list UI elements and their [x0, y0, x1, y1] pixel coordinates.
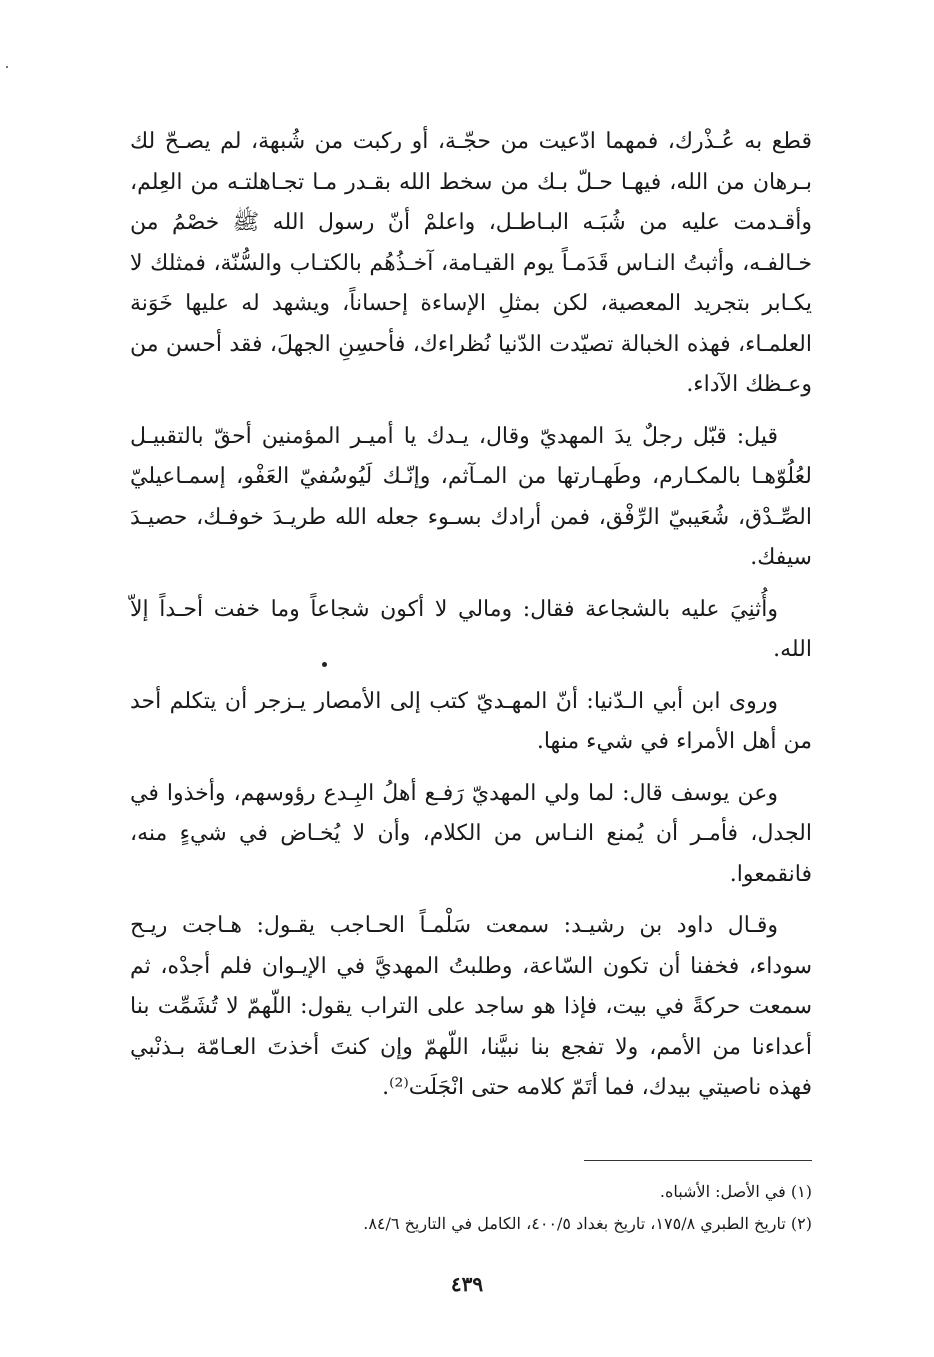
paragraph-5: وعن يوسف قال: لما ولي المهديّ رَفـع أهلُ البِـدع رؤوسهم، وأخذوا في الجدل، فأمـر أن يُمنع النـاس من الكلام، وأن لا يُخـاض في شيءٍ منه، فانقمعوا. [130, 780, 812, 887]
page-number: ٤٣٩ [450, 1272, 484, 1296]
margin-speck [6, 66, 8, 68]
main-text [130, 122, 812, 1109]
footnote-separator [584, 1160, 812, 1161]
paragraph-1: قطع به عُـذْرك، فمهما ادّعيت من حجّـة، أو ركبت من شُبهة، لم يصـحّ لك بـرهان من الله، فيهـا حـلّ بـك من سخط الله بقـدر مـا تجـاهلتـه من العِلم، وأقـدمت عليه من شُبَـه البـاطـل، واعلمْ أنّ رسول الله ﷺ خصْمُ من خـالفـه، وأثبتُ النـاس قَدَمـاً يوم القيـامة، آخـذُهُم بالكتـاب والسُّنّة، فمثلك لا يكـابر بتجريد المعصية، لكن بمثلِ الإساءة إحساناً، ويشهد له عليها خَوَنة العلمـاء، فهذه الخبالة تصيّدت الدّنيا نُظراءك، فأحسِنِ الجهلَ، فقد أحسن من وعـظك الآداء. [130, 129, 812, 397]
paragraph-3: وأُثنِيَ عليه بالشجاعة فقال: ومالي لا أكون شجاعاً وما خفت أحـداً إلاّ الله. [130, 596, 812, 662]
footnotes [150, 1176, 812, 1240]
footnote-2: (٢) تاريخ الطبري ١٧٥/٨، تاريخ بغداد ٤٠٠/٥، الكامل في التاريخ ٨٤/٦. [363, 1214, 812, 1233]
paragraph-6: وقـال داود بن رشيـد: سمعت سَلْمـاً الحـاجب يقـول: هـاجت ريـح سوداء، فخفنا أن تكون السّاعة، وطلبتُ المهديَّ في الإيـوان فلم أجدْه، ثم سمعت حركةً في بيت، فإذا هو ساجد على التراب يقول: اللّهمّ لا تُشَمِّت بنا أعداءنا من الأمم، ولا تفجع بنا نبيَّنا، اللّهمّ وإن كنتَ أخذتَ العـامّة بـذنْبي فهذه ناصيتي بيدك، فما أتَمّ كلامه حتى انْجَلَت⁽²⁾. [130, 913, 812, 1100]
paragraph-2: قيل: قبّل رجلٌ يدَ المهديّ وقال، يـدك يا أميـر المؤمنين أحقّ بالتقبيـل لعُلُوّهـا بالمكـارم، وطَهـارتها من المـآثم، وإنّـك لَيُوسُفيّ العَفْو، إسمـاعيليّ الصِّـدْق، شُعَيبيّ الرِّفْق، فمن أرادك بسـوء جعله الله طريـدَ خوفـك، حصيـدَ سيفك. [130, 423, 812, 570]
ornament-dot [322, 662, 327, 667]
footnote-1: (١) في الأصل: الأشباه. [659, 1182, 812, 1201]
paragraph-4: وروى ابن أبي الـدّنيا: أنّ المهـديّ كتب إلى الأمصار يـزجر أن يتكلم أحد من أهل الأمراء في شيء منها. [130, 688, 812, 754]
